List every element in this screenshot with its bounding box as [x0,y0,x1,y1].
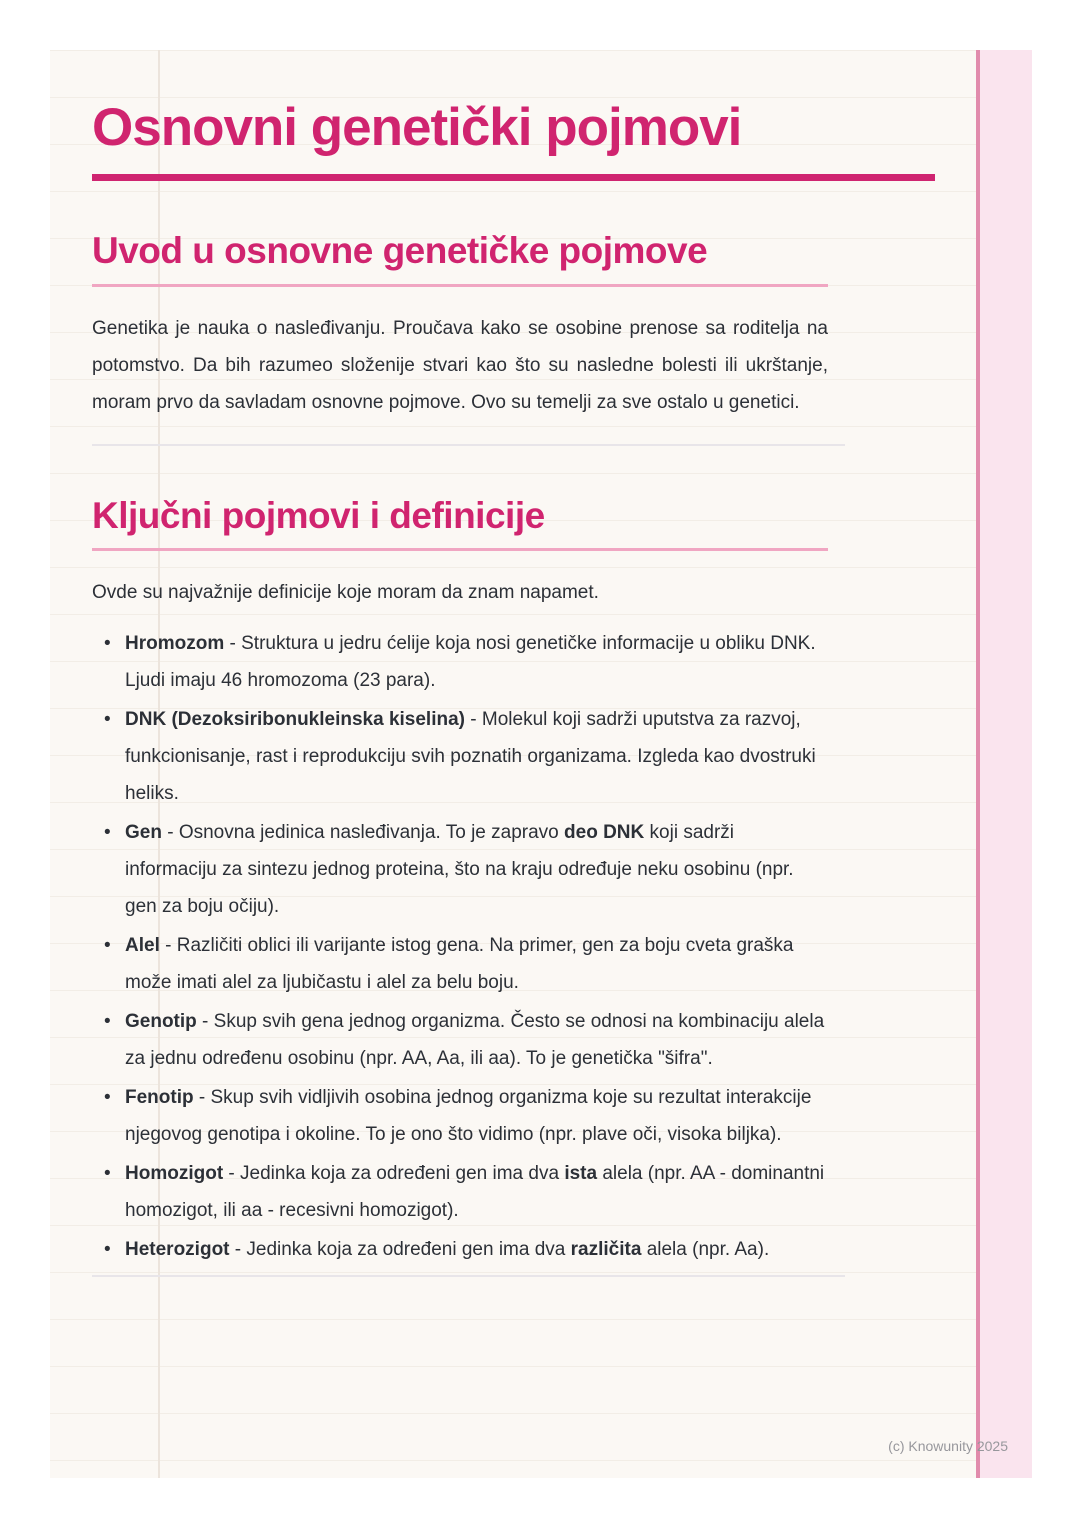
section-heading-definitions: Ključni pojmovi i definicije [92,494,545,536]
list-item-gen: • Gen - Osnovna jedinica nasleđivanja. To je zapravo deo DNK koji sadrži informaciju za sintezu jednog proteina, što na kraju određuje neku osobinu (npr. gen za boju očiju). [92,814,828,925]
section-divider [92,444,845,446]
copyright-footer: (c) Knowunity 2025 [888,1438,1008,1454]
title-rule [92,174,935,181]
page-edge-band [976,50,1032,1478]
bottom-divider [92,1275,845,1277]
document-content [92,50,935,1277]
section-heading-intro: Uvod u osnovne genetičke pojmove [92,230,708,272]
list-item-genotip: • Genotip - Skup svih gena jednog organizma. Često se odnosi na kombinaciju alela za jednu određenu osobinu (npr. AA, Aa, ili aa). To je genetička "šifra". [92,1003,828,1077]
list-item-alel: • Alel - Različiti oblici ili varijante istog gena. Na primer, gen za boju cveta graška može imati alel za ljubičastu i alel za belu boju. [92,927,828,1001]
heading-underline [92,284,828,287]
heading-underline [92,548,828,551]
page-title: Osnovni genetički pojmovi [92,98,742,157]
intro-paragraph: Genetika je nauka o nasleđivanju. Proučava kako se osobine prenose sa roditelja na potomstvo. Da bih razumeo složenije stvari kao što su nasledne bolesti ili ukrštanje, moram prvo da savladam osnovne pojmove. Ovo su temelji za sve ostalo u genetici. [92,317,828,413]
list-item-homozigot: • Homozigot - Jedinka koja za određeni gen ima dva ista alela (npr. AA - dominantni homozigot, ili aa - recesivni homozigot). [92,1155,828,1229]
list-item-heterozigot: • Heterozigot - Jedinka koja za određeni gen ima dva različita alela (npr. Aa). [92,1231,828,1268]
list-item-hromozom: • Hromozom - Struktura u jedru ćelije koja nosi genetičke informacije u obliku DNK. Ljudi imaju 46 hromozoma (23 para). [92,625,828,699]
list-item-dnk: • DNK (Dezoksiribonukleinska kiselina) - Molekul koji sadrži uputstva za razvoj, funkcionisanje, rast i reprodukciju svih poznatih organizama. Izgleda kao dvostruki heliks. [92,701,828,812]
notes-page [50,50,1032,1478]
definitions-list [92,625,828,1268]
definitions-lead-paragraph: Ovde su najvažnije definicije koje moram da znam napamet. [92,582,599,604]
list-item-fenotip: • Fenotip - Skup svih vidljivih osobina jednog organizma koje su rezultat interakcije njegovog genotipa i okoline. To je ono što vidimo (npr. plave oči, visoka biljka). [92,1079,828,1153]
